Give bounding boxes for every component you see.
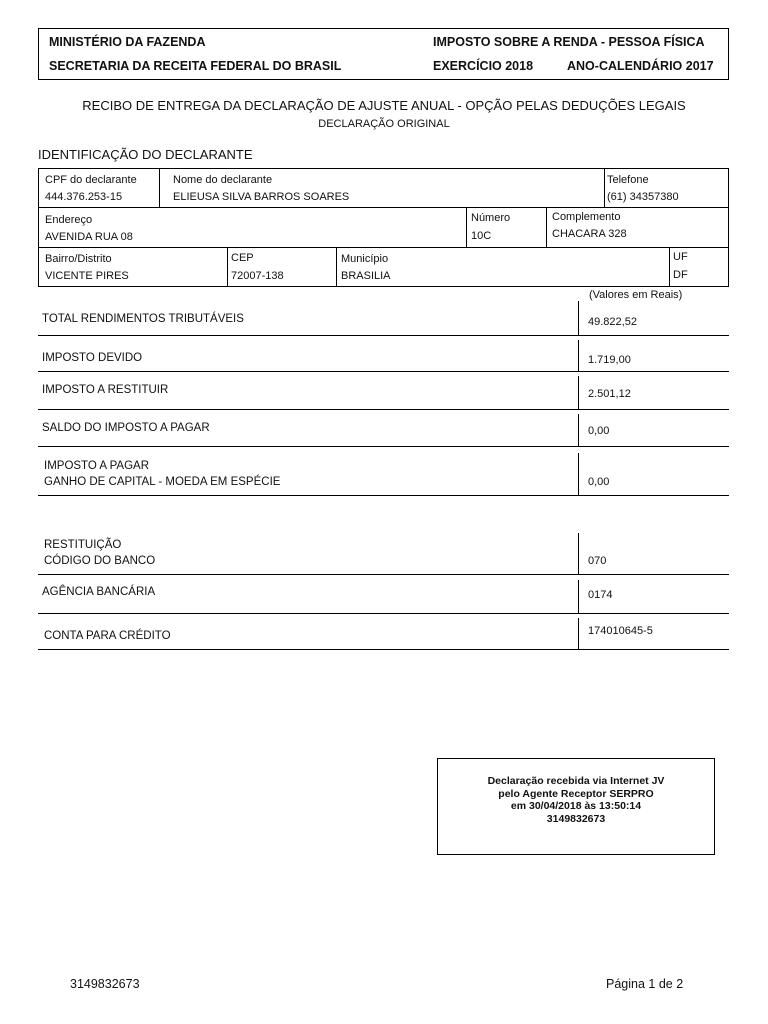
bank-code-value: 070: [588, 555, 607, 567]
row-divider: [38, 495, 729, 496]
tax-due-label: IMPOSTO DEVIDO: [42, 352, 143, 364]
row-divider: [38, 335, 729, 336]
identification-section-title: IDENTIFICAÇÃO DO DECLARANTE: [38, 147, 253, 162]
capital-gain-label-1: IMPOSTO A PAGAR: [44, 460, 150, 472]
balance-label: SALDO DO IMPOSTO A PAGAR: [42, 422, 210, 434]
restitution-label: RESTITUIÇÃO: [44, 539, 122, 551]
table-divider: [159, 169, 160, 207]
table-divider: [39, 207, 728, 208]
complement-label: Complemento: [552, 211, 621, 223]
name-label: Nome do declarante: [173, 174, 273, 186]
city-value: BRASILIA: [341, 270, 391, 282]
value-column-divider: [578, 301, 579, 335]
exercise-label: EXERCÍCIO 2018: [433, 59, 534, 73]
table-divider: [39, 247, 728, 248]
reception-line-1: Declaração recebida via Internet JV: [487, 775, 665, 787]
reception-stamp-box: [437, 758, 715, 855]
cep-label: CEP: [231, 252, 254, 264]
value-column-divider: [578, 580, 579, 613]
table-divider: [336, 247, 337, 287]
value-column-divider: [578, 533, 579, 574]
refund-value: 2.501,12: [588, 388, 631, 400]
table-divider: [546, 207, 547, 247]
bank-code-label: CÓDIGO DO BANCO: [44, 555, 156, 567]
name-value: ELIEUSA SILVA BARROS SOARES: [173, 191, 350, 203]
total-income-label: TOTAL RENDIMENTOS TRIBUTÁVEIS: [42, 313, 244, 325]
row-divider: [38, 613, 729, 614]
uf-label: UF: [673, 251, 688, 263]
uf-value: DF: [673, 269, 688, 281]
calendar-year-label: ANO-CALENDÁRIO 2017: [567, 59, 714, 73]
address-value: AVENIDA RUA 08: [45, 231, 133, 243]
table-divider: [669, 247, 670, 287]
row-divider: [38, 574, 729, 575]
number-label: Número: [471, 212, 511, 224]
district-label: Bairro/Distrito: [45, 253, 112, 265]
row-divider: [38, 446, 729, 447]
identification-table: [38, 168, 729, 287]
value-column-divider: [578, 453, 579, 495]
agency-label: AGÊNCIA BANCÁRIA: [42, 586, 156, 598]
row-divider: [38, 649, 729, 650]
table-divider: [466, 207, 467, 247]
district-value: VICENTE PIRES: [45, 270, 129, 282]
ministry-label: MINISTÉRIO DA FAZENDA: [49, 35, 206, 49]
city-label: Município: [341, 253, 389, 265]
reception-line-2: pelo Agente Receptor SERPRO: [498, 787, 654, 800]
number-value: 10C: [471, 230, 492, 242]
value-column-divider: [578, 340, 579, 371]
complement-value: CHACARA 328: [552, 228, 627, 240]
agency-value: 0174: [588, 589, 613, 601]
tax-due-value: 1.719,00: [588, 354, 631, 366]
cpf-value: 444.376.253-15: [45, 191, 123, 203]
tax-title: IMPOSTO SOBRE A RENDA - PESSOA FÍSICA: [433, 35, 705, 49]
value-column-divider: [578, 376, 579, 409]
cep-value: 72007-138: [231, 270, 284, 282]
table-divider: [604, 169, 605, 207]
receipt-title: RECIBO DE ENTREGA DA DECLARAÇÃO DE AJUSTE ANUAL - OPÇÃO PELAS DEDUÇÕES LEGAIS: [82, 98, 686, 113]
phone-value: (61) 34357380: [607, 191, 679, 203]
currency-note: (Valores em Reais): [589, 289, 683, 301]
value-column-divider: [578, 618, 579, 649]
value-column-divider: [578, 414, 579, 446]
phone-label: Telefone: [607, 174, 649, 186]
address-label: Endereço: [45, 214, 93, 226]
footer-page-number: Página 1 de 2: [606, 977, 684, 991]
row-divider: [38, 371, 729, 372]
footer-receipt-number: 3149832673: [70, 977, 140, 991]
receipt-subtitle: DECLARAÇÃO ORIGINAL: [318, 118, 450, 130]
cpf-label: CPF do declarante: [45, 174, 137, 186]
header-box: [38, 28, 729, 80]
account-value: 174010645-5: [588, 625, 653, 637]
refund-label: IMPOSTO A RESTITUIR: [42, 384, 169, 396]
reception-line-3: em 30/04/2018 às 13:50:14: [510, 800, 642, 812]
account-label: CONTA PARA CRÉDITO: [44, 630, 171, 642]
balance-value: 0,00: [588, 425, 610, 437]
table-divider: [227, 247, 228, 287]
secretariat-label: SECRETARIA DA RECEITA FEDERAL DO BRASIL: [49, 59, 342, 73]
row-divider: [38, 409, 729, 410]
total-income-value: 49.822,52: [588, 316, 637, 328]
reception-line-4: 3149832673: [546, 812, 606, 825]
capital-gain-value: 0,00: [588, 476, 610, 488]
capital-gain-label-2: GANHO DE CAPITAL - MOEDA EM ESPÉCIE: [44, 476, 281, 488]
